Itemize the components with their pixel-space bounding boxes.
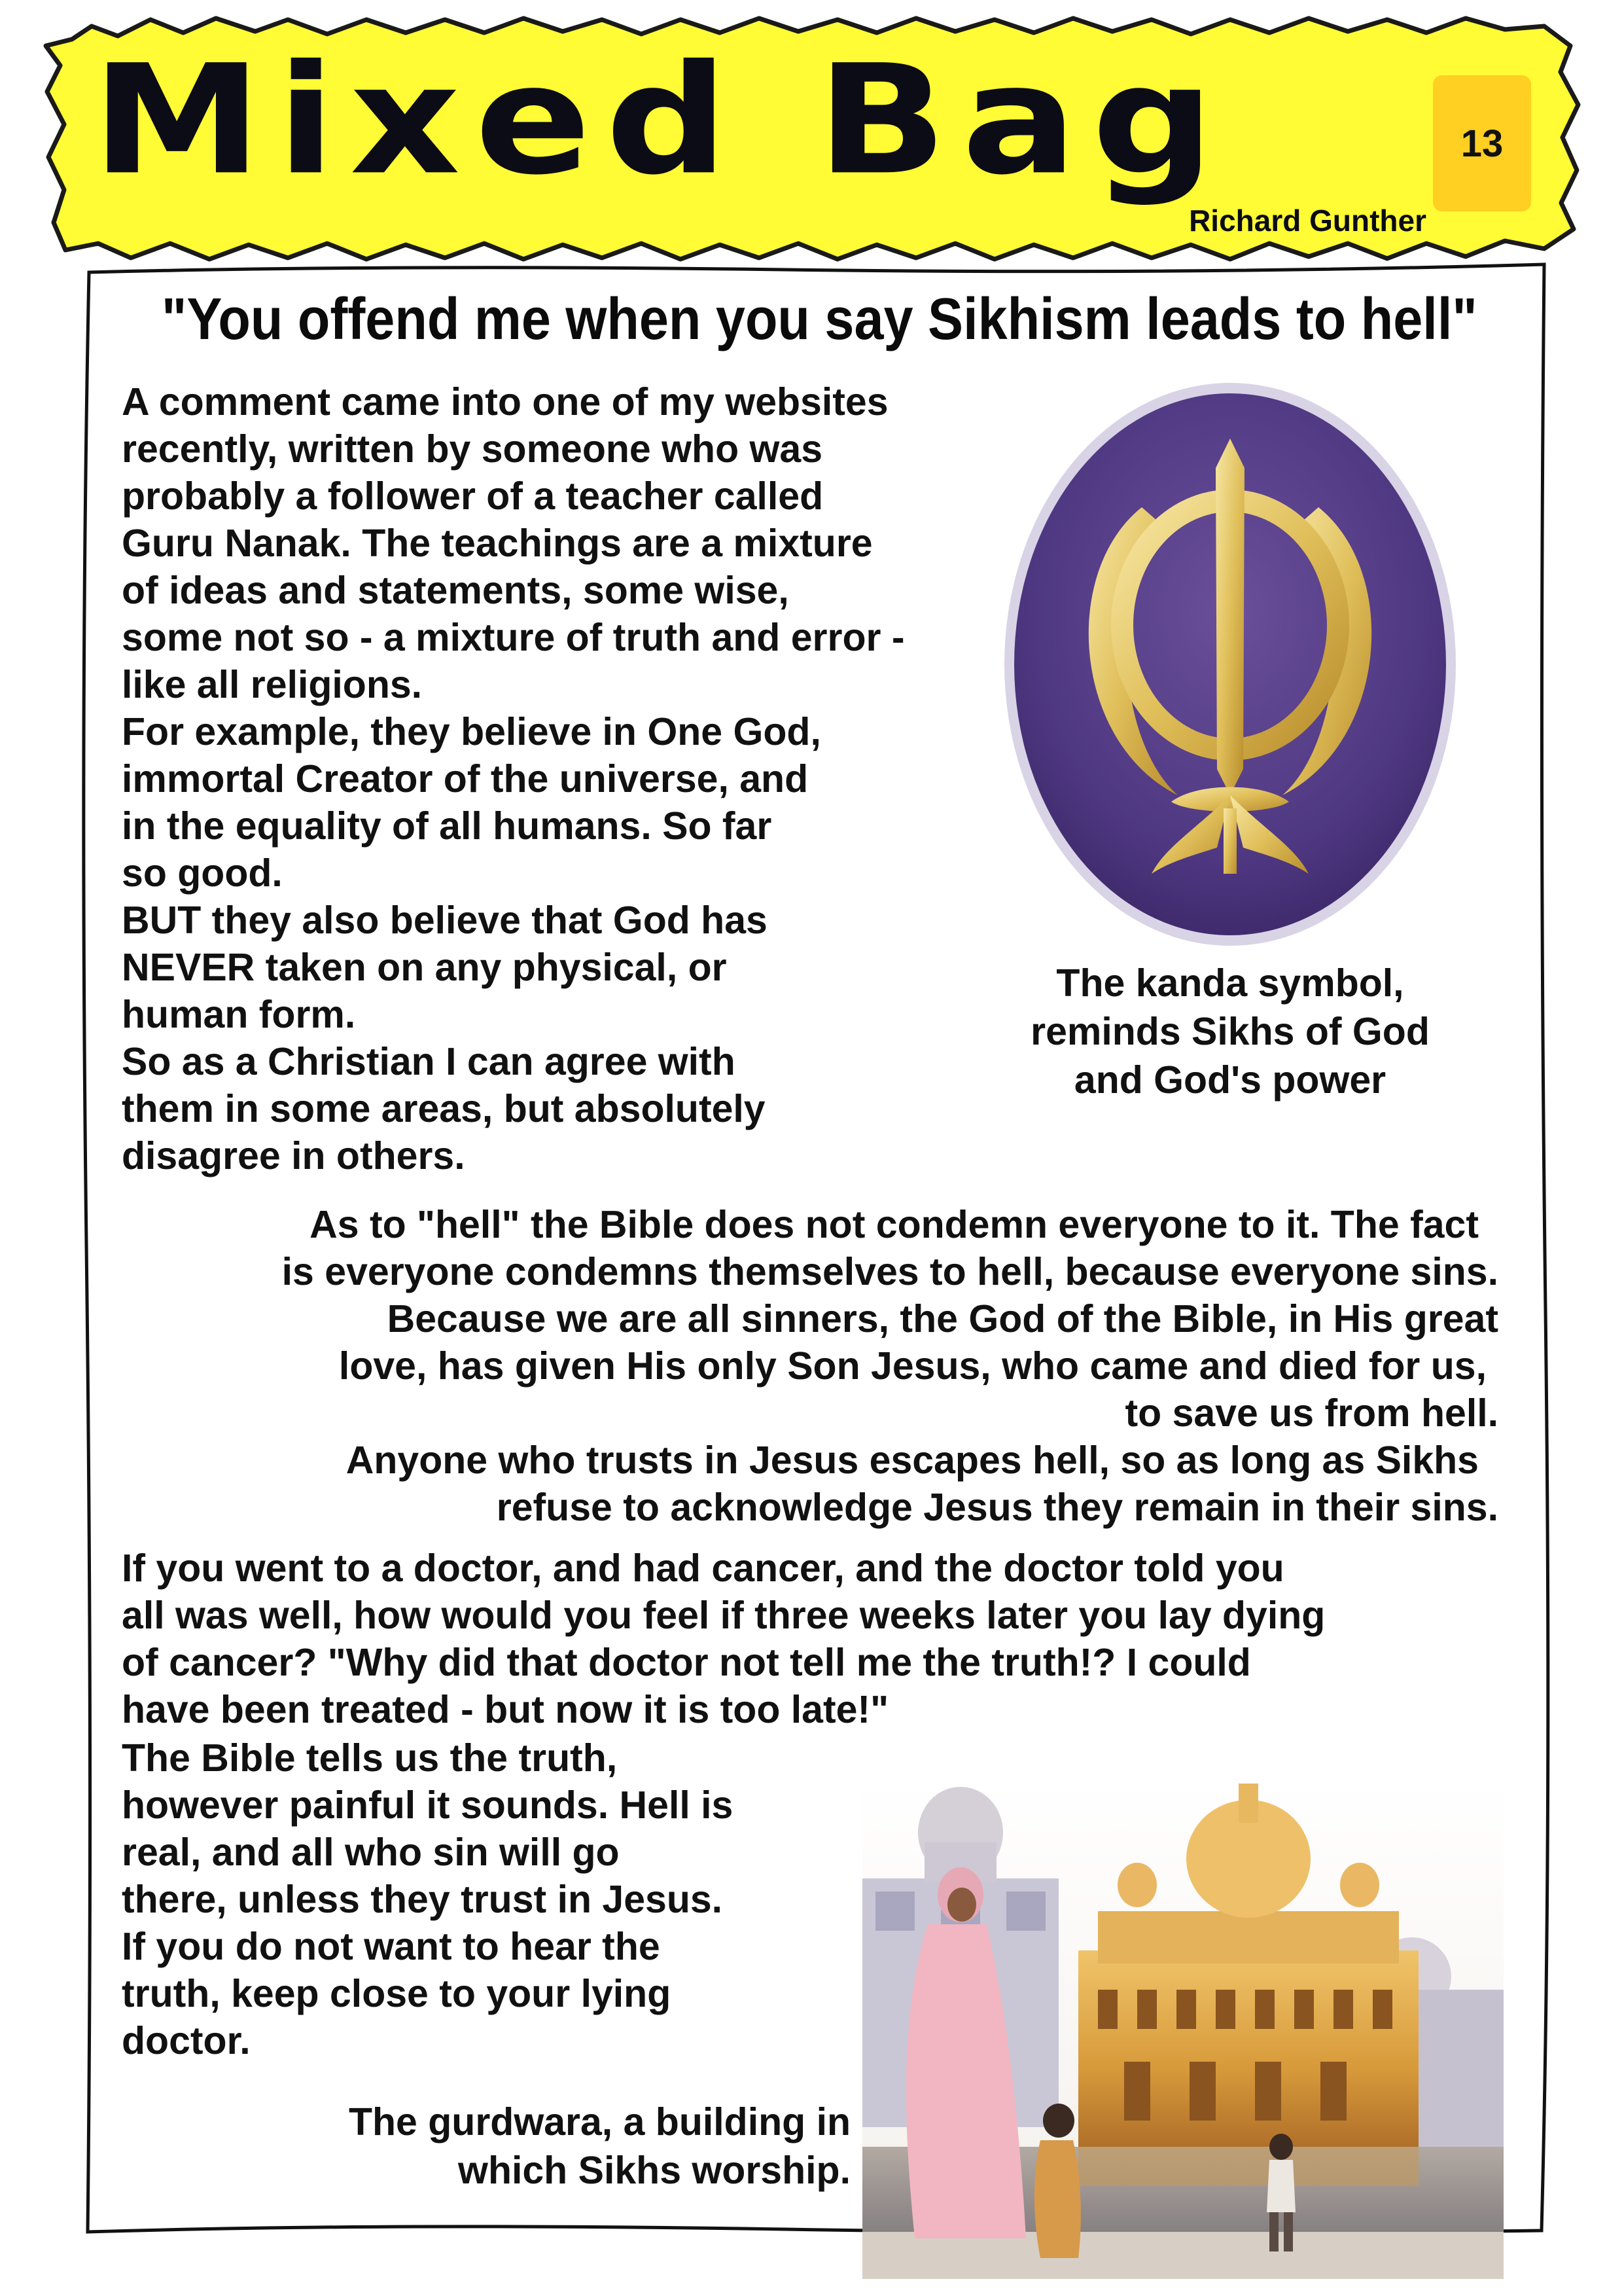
intro-line: Guru Nanak. The teachings are a mixture bbox=[122, 522, 873, 565]
page-number: 13 bbox=[1460, 122, 1504, 165]
hell-line: Because we are all sinners, the God of the Bible, in His great bbox=[387, 1297, 1498, 1340]
intro-line: recently, written by someone who was bbox=[122, 427, 823, 471]
truth-line: however painful it sounds. Hell is bbox=[122, 1784, 733, 1827]
hell-line: Anyone who trusts in Jesus escapes hell, so as long as Sikhs bbox=[345, 1439, 1479, 1482]
intro-line: human form. bbox=[122, 993, 356, 1036]
caption-line: reminds Sikhs of God bbox=[1031, 1010, 1430, 1053]
intro-line: disagree in others. bbox=[122, 1134, 465, 1177]
intro-line: so good. bbox=[122, 852, 283, 895]
doctor-line: If you went to a doctor, and had cancer, and the doctor told you bbox=[122, 1547, 1284, 1590]
hell-line: love, has given His only Son Jesus, who came and died for us, bbox=[338, 1344, 1487, 1388]
truth-line: truth, keep close to your lying bbox=[122, 1972, 671, 2015]
caption-line: and God's power bbox=[1074, 1058, 1386, 1102]
caption-line: The gurdwara, a building in bbox=[348, 2100, 851, 2144]
page-number-badge bbox=[1433, 75, 1531, 211]
doctor-line: of cancer? "Why did that doctor not tell me the truth!? I could bbox=[122, 1641, 1251, 1684]
intro-line: like all religions. bbox=[122, 663, 423, 706]
truth-line: doctor. bbox=[122, 2019, 251, 2062]
intro-line: BUT they also believe that God has bbox=[122, 899, 768, 942]
hell-line: refuse to acknowledge Jesus they remain in their sins. bbox=[496, 1486, 1498, 1529]
hell-line: to save us from hell. bbox=[1125, 1391, 1498, 1435]
hell-line: is everyone condemns themselves to hell, because everyone sins. bbox=[281, 1250, 1498, 1293]
truth-line: If you do not want to hear the bbox=[122, 1925, 660, 1968]
intro-line: some not so - a mixture of truth and error - bbox=[122, 616, 905, 659]
doctor-paragraph bbox=[122, 1545, 1496, 1733]
article-headline: "You offend me when you say Sikhism leads to hell" bbox=[162, 287, 1477, 352]
intro-line: them in some areas, but absolutely bbox=[122, 1087, 766, 1130]
intro-line: For example, they believe in One God, bbox=[122, 710, 821, 753]
temple-caption bbox=[249, 2098, 851, 2195]
intro-paragraph bbox=[122, 378, 992, 1179]
kanda-emblem-icon bbox=[1001, 376, 1459, 952]
hell-paragraph bbox=[118, 1201, 1498, 1531]
author-name: Richard Gunther bbox=[1189, 204, 1426, 238]
golden-temple-photo-icon bbox=[862, 1780, 1504, 2279]
truth-line: real, and all who sin will go bbox=[122, 1831, 620, 1874]
intro-line: So as a Christian I can agree with bbox=[122, 1040, 735, 1083]
intro-line: NEVER taken on any physical, or bbox=[122, 946, 727, 989]
intro-line: in the equality of all humans. So far bbox=[122, 804, 772, 848]
intro-line: immortal Creator of the universe, and bbox=[122, 757, 809, 800]
truth-paragraph bbox=[122, 1734, 868, 2064]
kanda-caption bbox=[981, 959, 1479, 1104]
caption-line: which Sikhs worship. bbox=[458, 2149, 851, 2192]
masthead-title: Mixed Bag bbox=[92, 32, 1229, 208]
intro-line: of ideas and statements, some wise, bbox=[122, 569, 789, 612]
truth-line: there, unless they trust in Jesus. bbox=[122, 1878, 723, 1921]
doctor-line: have been treated - but now it is too late!" bbox=[122, 1688, 889, 1731]
hell-line: As to "hell" the Bible does not condemn everyone to it. The fact bbox=[309, 1203, 1479, 1246]
truth-line: The Bible tells us the truth, bbox=[122, 1736, 618, 1780]
intro-line: probably a follower of a teacher called bbox=[122, 475, 824, 518]
intro-line: A comment came into one of my websites bbox=[122, 380, 889, 423]
caption-line: The kanda symbol, bbox=[1056, 961, 1404, 1005]
doctor-line: all was well, how would you feel if three weeks later you lay dying bbox=[122, 1594, 1326, 1637]
